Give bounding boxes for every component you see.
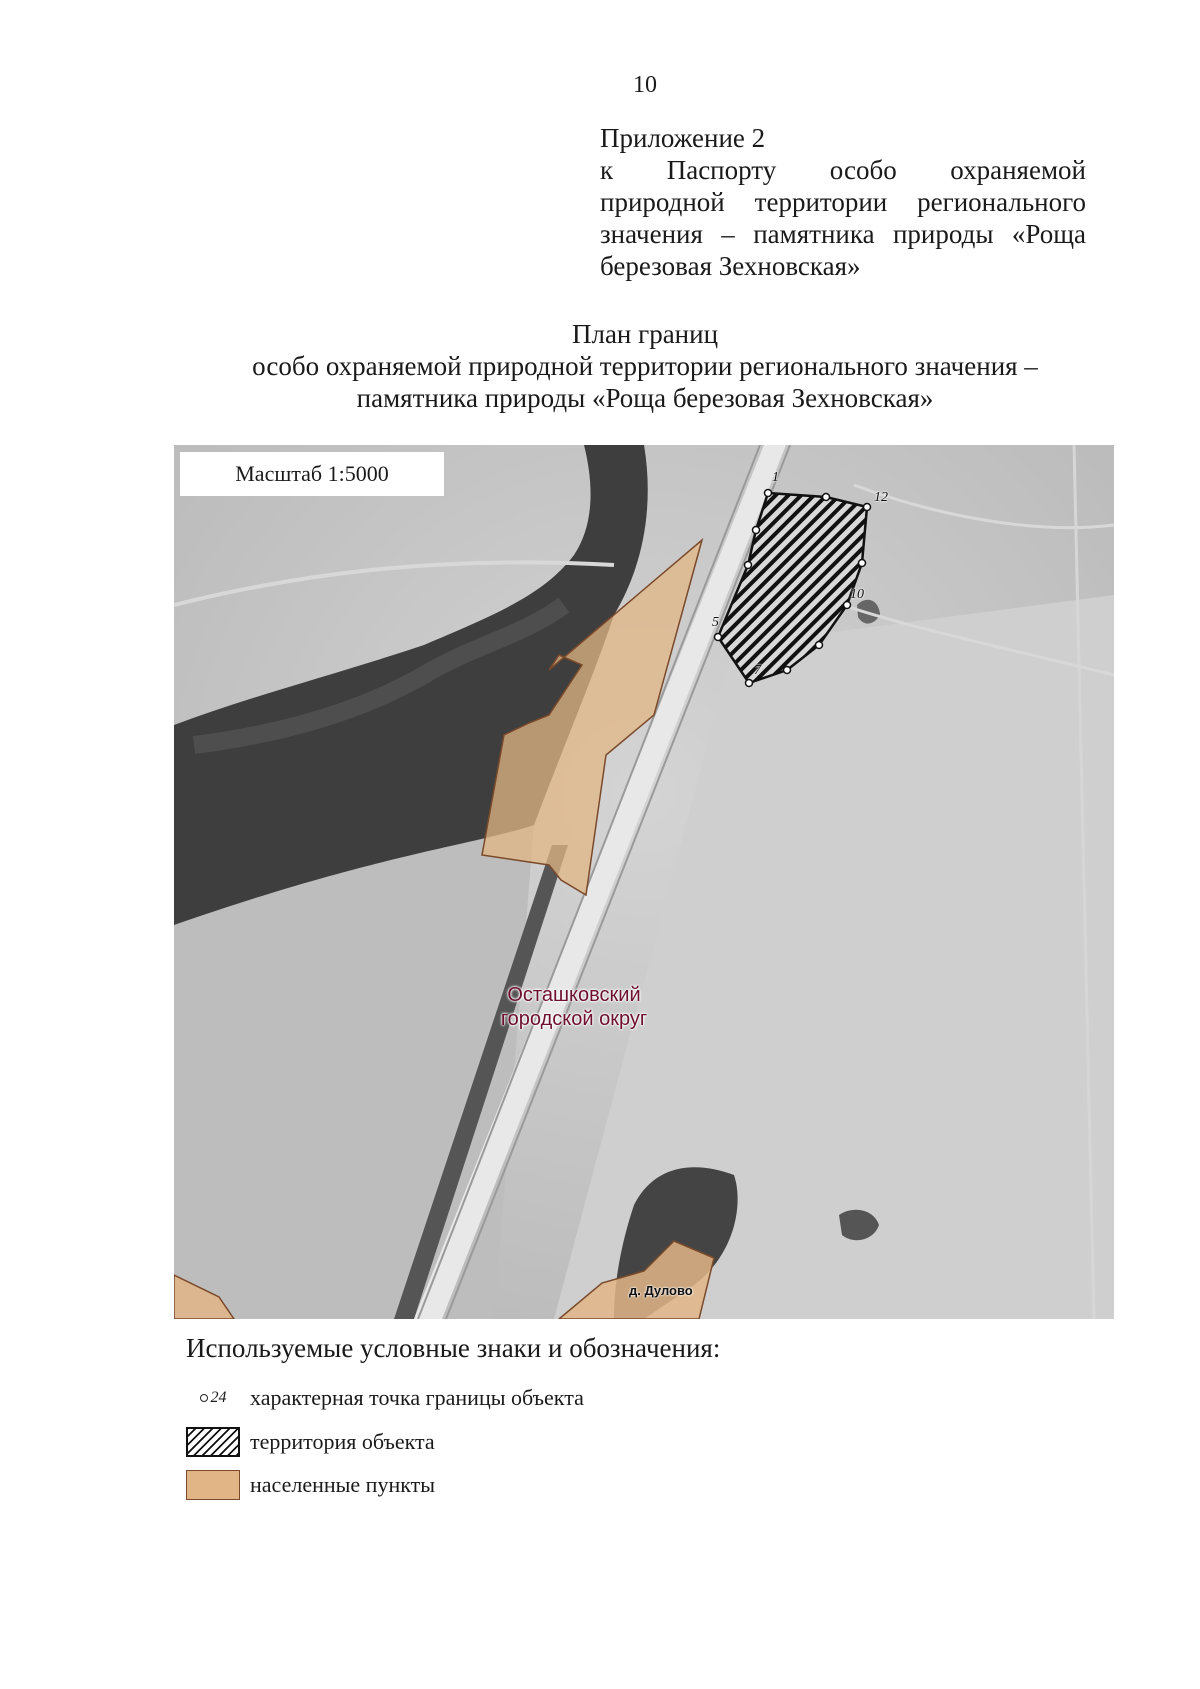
point-label-12: 12 (874, 490, 888, 505)
boundary-point (859, 560, 866, 567)
point-label-10: 10 (850, 587, 864, 602)
plan-title (0, 318, 1200, 414)
appendix-line: к Паспорту особо охраняемой (600, 155, 1086, 185)
boundary-point (745, 562, 752, 569)
boundary-point (823, 494, 830, 501)
boundary-point (746, 680, 753, 687)
point-example: 24 (210, 1389, 227, 1406)
appendix-line: Приложение 2 (600, 123, 766, 153)
point-label-1: 1 (772, 470, 779, 485)
plan-title-line: памятника природы «Роща березовая Зехновская» (356, 383, 934, 413)
legend-title: Используемые условные знаки и обозначения: (186, 1333, 721, 1363)
point-label-5: 5 (712, 615, 719, 630)
district-label (474, 983, 674, 1031)
district-label-line: городской округ (500, 1008, 648, 1030)
boundary-point (816, 642, 823, 649)
legend-item-territory (186, 1425, 435, 1459)
legend-item-settlement (186, 1468, 435, 1502)
plan-title-line: План границ (571, 319, 719, 349)
boundary-point (753, 527, 760, 534)
settlement-area-icon (186, 1470, 240, 1500)
appendix-line: значения – памятника природы «Роща (600, 219, 1086, 249)
plan-title-line: особо охраняемой природной территории регионального значения – (252, 351, 1038, 381)
village-label: д. Дулово (629, 1283, 693, 1298)
page-number: 10 (633, 72, 657, 98)
boundary-point-icon (186, 1383, 240, 1413)
district-label-line: Осташковский (507, 984, 641, 1006)
scale-label: Масштаб 1:5000 (180, 452, 444, 496)
boundary-point (864, 504, 871, 511)
boundary-point (765, 490, 772, 497)
appendix-header (600, 122, 1086, 282)
legend-label: населенные пункты (250, 1472, 436, 1497)
boundary-point (715, 634, 722, 641)
appendix-line: березовая Зехновская» (600, 251, 861, 281)
legend-label: территория объекта (250, 1429, 435, 1454)
legend-label: характерная точка границы объекта (250, 1385, 584, 1410)
legend-item-point (186, 1381, 584, 1415)
boundary-map (174, 445, 1114, 1319)
hatched-territory-icon (186, 1427, 240, 1457)
appendix-line: природной территории регионального (600, 187, 1086, 217)
point-label-7: 7 (754, 663, 761, 678)
boundary-point (784, 667, 791, 674)
map-image (174, 445, 1114, 1319)
point-dot-icon (200, 1394, 208, 1402)
